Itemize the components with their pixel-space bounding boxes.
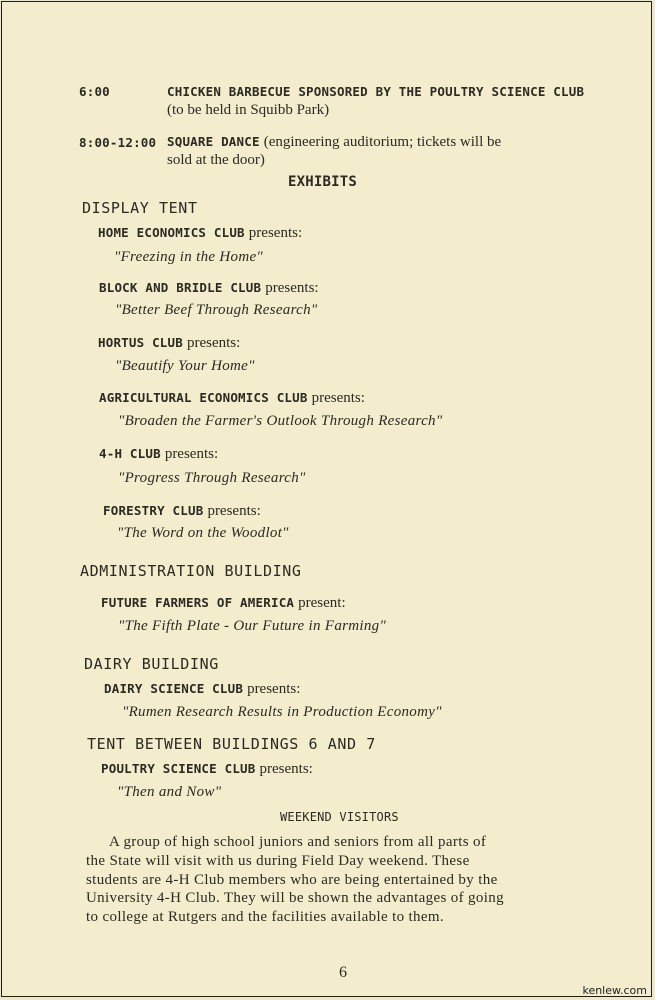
exhibit-title: "Broaden the Farmer's Outlook Through Research" bbox=[118, 413, 443, 429]
club-verb: presents: bbox=[311, 390, 365, 406]
dairy-building-heading: DAIRY BUILDING bbox=[84, 655, 219, 673]
exhibit-title: "The Word on the Woodlot" bbox=[117, 525, 289, 541]
exhibit-title: "Beautify Your Home" bbox=[115, 358, 255, 374]
club-verb: presents: bbox=[265, 280, 319, 296]
club-name: POULTRY SCIENCE CLUB bbox=[101, 761, 256, 776]
schedule-note-2a: (engineering auditorium; tickets will be bbox=[263, 134, 502, 150]
club-line bbox=[103, 502, 261, 520]
club-name: HORTUS CLUB bbox=[98, 335, 183, 350]
schedule-title-2: SQUARE DANCE bbox=[167, 134, 260, 149]
paragraph-line: students are 4-H Club members who are being entertained by the bbox=[86, 872, 498, 888]
watermark: kenlew.com bbox=[582, 984, 647, 997]
club-verb: presents: bbox=[164, 446, 219, 462]
paragraph-line: to college at Rutgers and the facilities available to them. bbox=[86, 909, 445, 925]
schedule-time-2: 8:00-12:00 bbox=[79, 135, 157, 150]
paragraph-line: A group of high school juniors and seniors from all parts of bbox=[109, 834, 487, 850]
administration-building-heading: ADMINISTRATION BUILDING bbox=[80, 562, 302, 580]
exhibit-title: "Better Beef Through Research" bbox=[115, 302, 318, 318]
schedule-note-2b: sold at the door) bbox=[167, 152, 265, 168]
schedule-title-1: CHICKEN BARBECUE SPONSORED BY THE POULTRY SCIENCE CLUB bbox=[167, 84, 585, 99]
club-name: FUTURE FARMERS OF AMERICA bbox=[101, 595, 295, 610]
club-line bbox=[101, 594, 346, 612]
club-line bbox=[101, 760, 313, 778]
club-line bbox=[99, 389, 365, 407]
exhibit-title: "Progress Through Research" bbox=[118, 470, 306, 486]
club-verb: presents: bbox=[247, 681, 301, 697]
paragraph-line: University 4-H Club. They will be shown the advantages of going bbox=[86, 890, 504, 906]
exhibit-title: "The Fifth Plate - Our Future in Farming" bbox=[118, 618, 387, 634]
club-line bbox=[99, 445, 218, 463]
club-name: DAIRY SCIENCE CLUB bbox=[104, 681, 244, 696]
club-verb: presents: bbox=[248, 225, 303, 241]
club-line bbox=[98, 224, 302, 242]
schedule-note-1: (to be held in Squibb Park) bbox=[167, 102, 330, 118]
club-name: FORESTRY CLUB bbox=[103, 503, 204, 518]
page-number: 6 bbox=[339, 964, 347, 981]
document-page bbox=[1, 1, 652, 997]
club-name: BLOCK AND BRIDLE CLUB bbox=[99, 280, 262, 295]
club-name: 4-H CLUB bbox=[99, 446, 161, 461]
club-verb: presents: bbox=[207, 503, 261, 519]
exhibit-title: "Then and Now" bbox=[117, 784, 222, 800]
exhibit-title: "Freezing in the Home" bbox=[114, 249, 264, 265]
club-verb: presents: bbox=[186, 335, 241, 351]
club-verb: presents: bbox=[259, 761, 313, 777]
club-verb: present: bbox=[298, 595, 346, 611]
schedule-time-1: 6:00 bbox=[79, 84, 110, 99]
club-line bbox=[99, 279, 319, 297]
club-line bbox=[104, 680, 300, 698]
exhibit-title: "Rumen Research Results in Production Economy" bbox=[122, 704, 442, 720]
tent-between-heading: TENT BETWEEN BUILDINGS 6 AND 7 bbox=[87, 735, 376, 753]
paragraph-line: the State will visit with us during Field Day weekend. These bbox=[86, 853, 470, 869]
display-tent-heading: DISPLAY TENT bbox=[82, 199, 198, 217]
exhibits-heading: EXHIBITS bbox=[288, 174, 358, 190]
schedule-line-2 bbox=[167, 133, 501, 151]
club-name: AGRICULTURAL ECONOMICS CLUB bbox=[99, 390, 308, 405]
weekend-visitors-heading: WEEKEND VISITORS bbox=[280, 810, 399, 824]
club-name: HOME ECONOMICS CLUB bbox=[98, 225, 245, 240]
club-line bbox=[98, 334, 240, 352]
